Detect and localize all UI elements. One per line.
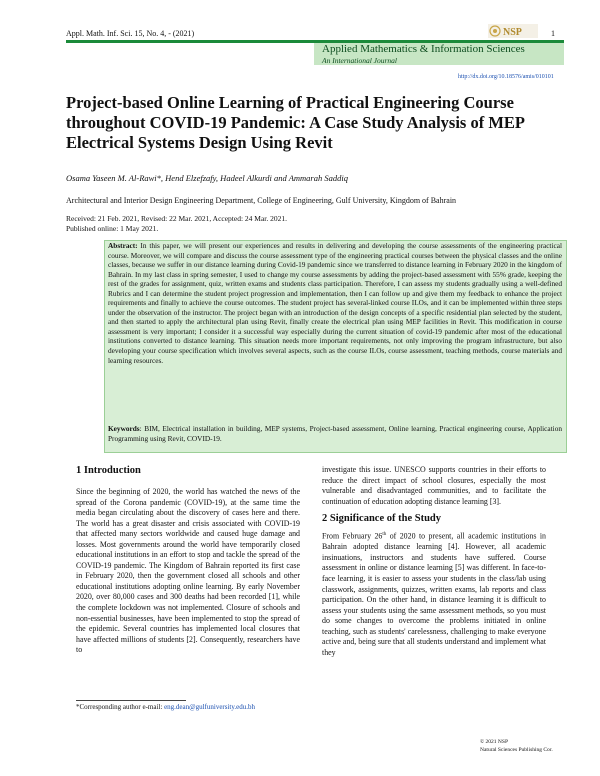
footnote-label: *Corresponding author e-mail:: [76, 703, 163, 711]
nsp-logo: [488, 24, 538, 38]
running-header-citation: Appl. Math. Inf. Sci. 15, No. 4, - (2021): [66, 29, 195, 38]
ordinal-suffix: th: [382, 532, 387, 538]
copyright-line-2: Natural Sciences Publishing Cor.: [480, 747, 553, 753]
page-number: 1: [551, 29, 555, 38]
section-1-continued: investigate this issue. UNESCO supports countries in their efforts to reduce the direct impact of school closures, especially the most vulnerable and disadvantaged communities, and to facilitate the continuation of education adopting distance learning [3].: [322, 465, 546, 506]
author-email-link[interactable]: eng.dean@gulfuniversity.edu.bh: [164, 703, 256, 711]
publication-dates: [66, 214, 287, 234]
keywords: [108, 424, 562, 443]
section-2-body-rest: of 2020 to present, all academic institutions in Bahrain adopted distance learning [4]. However, all academic insinuations, instructors and students have suffered. Course assessment in online or distance learning [5] was different. In face-to-face learning, it is easier to assess your students in the class/lab using classwork, assignments, quizzes, written exams, lab reports and class participation. On the other hand, in distance learning it is difficult to assess your students using the same assessment methods, so you must do some changes to overcome the problems initiated in online teaching, such as students' carelessness, challenging to make everyone active and, being sure that all students understand and implement what they: [322, 531, 546, 657]
corresponding-author-footnote: [76, 703, 255, 711]
journal-subtitle: An International Journal: [322, 56, 397, 65]
keywords-label: Keywords: [108, 424, 140, 433]
section-2-body: [322, 530, 546, 658]
left-column: [76, 465, 300, 656]
logo-text: NSP: [503, 27, 522, 38]
copyright: [480, 738, 553, 754]
affiliation: Architectural and Interior Design Engineering Department, College of Engineering, Gulf University, Kingdom of Bahrain: [66, 196, 457, 205]
journal-title: Applied Mathematics & Information Sciences: [322, 43, 525, 55]
published-date: Published online: 1 May 2021.: [66, 224, 159, 233]
section-1-body: Since the beginning of 2020, the world has watched the news of the spread of the Corona pandemic (COVID-19), at the same time the media began circulating about the discovery of cases here and there. The world has a great disaster and crisis associated with COVID-19 that affected many sectors worldwide and caused huge damage and losses. Most governments around the world have temporarily closed educational institutions in an effort to stop and tackle the spread of the COVID-19 pandemic. The Kingdom of Bahrain reported its first case in February 2020, then the government closed all schools and other educational institutions adopting online learning. By early November 2020, over 80,000 cases and 300 deaths had been recorded [1], while the complete lockdown was not implemented. Closure of schools and non-essential businesses, have been implemented to stop the spread of the epidemic. Several countries has implemented local closures that have affected millions of students [2]. Consequently, researchers have to: [76, 487, 300, 655]
keywords-body: : BIM, Electrical installation in building, MEP systems, Project-based assessment, Online learning, Practical engineering course, Application Programming using Revit, COVID-19.: [108, 424, 562, 443]
author-list: Osama Yaseen M. Al-Rawi*, Hend Elzefzafy, Hadeel Alkurdi and Ammarah Saddiq: [66, 173, 348, 183]
doi-link[interactable]: http://dx.doi.org/10.18576/amis/010101: [458, 74, 554, 80]
abstract-body: In this paper, we will present our experiences and results in delivering and developing the course assessments of the engineering practical course. Moreover, we will compare and discuss the course assessment type of the engineering practical courses between the physical classes and the online classes, because we suffer in our distance learning during Covid-19 pandemic since we transferred to distance learning in February 2020 in the kingdom of Bahrain. In my last class in spring semester, I used to change my course assessments by adding the project-based assessment with 55% grade, keeping the rest of the grades for assignment, quiz, written exams and students class participation. Therefore, I can assess my students gradually using a well-defined Rubrics and I can determine the student project progression and implementation, then I can follow up and give them my feedback to enhance the project requirements and finally to achieve the course outcomes. The student project has several-linked course ILOs, and it can be implemented within three steps under the observation of the instructor. The project began with an introduction of the design concepts of a specific residential plan selected by the student, and then started to apply the architectural plan using Revit, finally create the electrical plan using MEP facilities in Revit. This modification in course assessment is very important; I consider it a successful way especially during the current situation of covid-19 pandemic after most of the educational institutions converted to distance learning. This situation needs more important requirements, not only improving the program infrastructure, but also developing your course specification which involves several aspects, such as the course ILOs, course assessment, teaching methods, course materials and learning resources.: [108, 241, 562, 365]
paper-title: Project-based Online Learning of Practical Engineering Course throughout COVID-19 Pandemic: A Case Study Analysis of MEP Electrical Systems Design Using Revit: [66, 93, 525, 152]
copyright-line-1: © 2021 NSP: [480, 739, 509, 745]
footnote-rule: [76, 700, 186, 701]
abstract-label: Abstract:: [108, 241, 138, 250]
section-2-body-start: From February 26: [322, 531, 383, 541]
section-2-heading: 2 Significance of the Study: [322, 513, 442, 525]
right-column: [322, 465, 546, 658]
received-dates: Received: 21 Feb. 2021, Revised: 22 Mar. 2021, Accepted: 24 Mar. 2021.: [66, 214, 288, 223]
section-1-heading: 1 Introduction: [76, 465, 141, 476]
abstract: [108, 241, 562, 365]
